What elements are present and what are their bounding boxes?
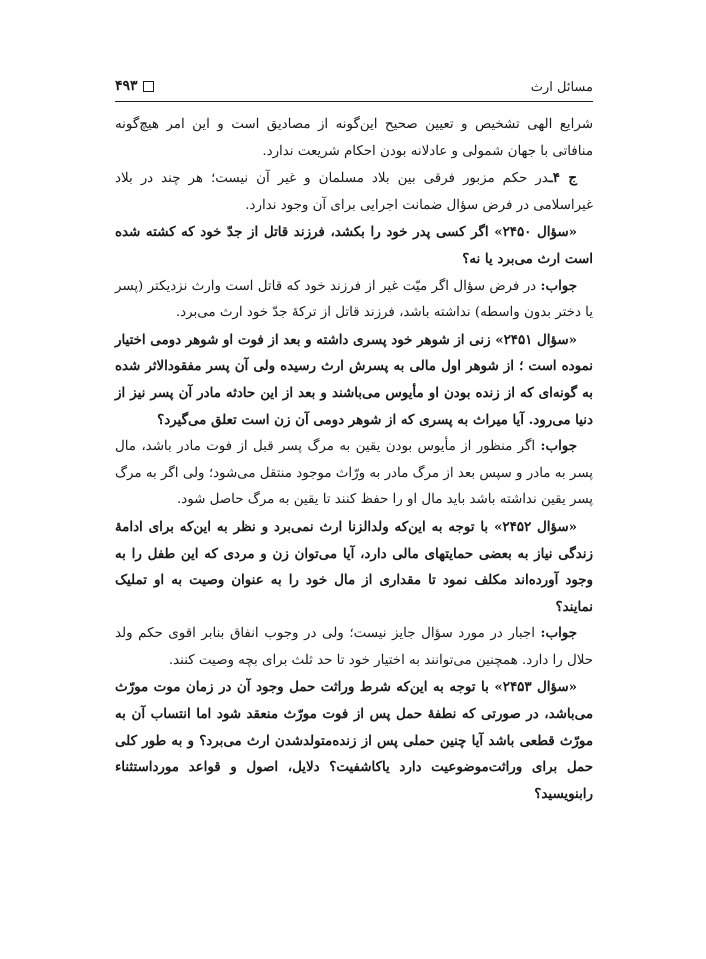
paragraph-answer-4: ج ۴ـدر حکم مزبور فرقی بین بلاد مسلمان و غیر آن نیست؛ هر چند در بلاد غیراسلامی در فرض سؤال ضمانت اجرایی برای آن وجود ندارد. (115, 170, 593, 213)
page-body (115, 112, 593, 807)
answer-2450: جواب: در فرض سؤال اگر میّت غیر از فرزند خود که قاتل است وارث نزدیکتر (پسر یا دختر بدون واسطه) نداشته باشد، فرزند قاتل از ترکهٔ جدّ خود ارث می‌برد. (115, 277, 593, 321)
header-divider (115, 101, 593, 102)
question-2450: «سؤال ۲۴۵۰» اگر کسی پدر خود را بکشد، فرزند قاتل از جدّ خود که کشته شده است ارث می‌برد یا نه؟ (115, 224, 593, 267)
answer-2452: جواب: اجبار در مورد سؤال جایز نیست؛ ولی در وجوب انفاق بنابر اقوی حکم ولد حلال را دارد. همچنین می‌توانند به اختیار خود تا حد ثلث برای بچه وصیت کنند. (115, 625, 593, 668)
page-header (115, 78, 593, 100)
page-number: ۴۹۳ (115, 78, 138, 94)
running-title: مسائل ارث (530, 80, 593, 95)
answer-2451: جواب: اگر منظور از مأیوس بودن یقین به مرگ پسر قبل از فوت مادر باشد، مال پسر به مادر و سپس بعد از مرگ مادر به ورّاث موجود منتقل می‌شود؛ ولی اگر به مرگ پسر یقین نداشته باشد باید مال او را حفظ کنند تا یقین به مرگ حاصل شود. (115, 438, 593, 508)
question-2453: «سؤال ۲۴۵۳» با توجه به این‌که شرط وراثت حمل وجود آن در زمان موت مورّث می‌باشد، در صورتی که نطفهٔ حمل پس از فوت مورّث منعقد شود اما انتساب آن به مورّث قطعی باشد آیا چنین حملی پس از زنده‌متولدشدن ارث می‌برد؟ و به طور کلی حمل برای وراثت‌موضوعیت دارد یاکاشفیت؟ دلایل، اصول و قواعد مورداستثناء رابنویسید؟ (115, 679, 593, 802)
question-2451: «سؤال ۲۴۵۱» زنی از شوهر خود پسری داشته و بعد از فوت او شوهر دومی اختیار نموده است ؛ از شوهر اول مالی به پسرش ارث رسیده ولی آن پسر مفقودالاثر شده به گونه‌ای که از زنده بودن او مأیوس می‌باشند و بعد از این حادثه مادر آن پسر نیز از دنیا می‌رود. آیا میراث به پسری که از شوهر دومی آن زن است تعلق می‌گیرد؟ (115, 331, 593, 428)
square-ornament-icon (143, 81, 154, 92)
question-2452: «سؤال ۲۴۵۲» با توجه به این‌که ولدالزنا ارث نمی‌برد و نظر به این‌که برای ادامهٔ زندگی نیاز به بعضی حمایتهای مالی دارد، آیا می‌توان زن و مردی که این طفل را به وجود آورده‌اند مکلف نمود تا مقداری از مال خود را به عنوان وصیت به او تملیک نمایند؟ (115, 518, 593, 615)
page-number-block (115, 78, 154, 94)
paragraph-continuation: شرایع الهی تشخیص و تعیین صحیح این‌گونه از مصادیق است و این امر هیچ‌گونه منافاتی با جهان شمولی و عادلانه بودن احکام شریعت ندارد. (115, 117, 593, 159)
